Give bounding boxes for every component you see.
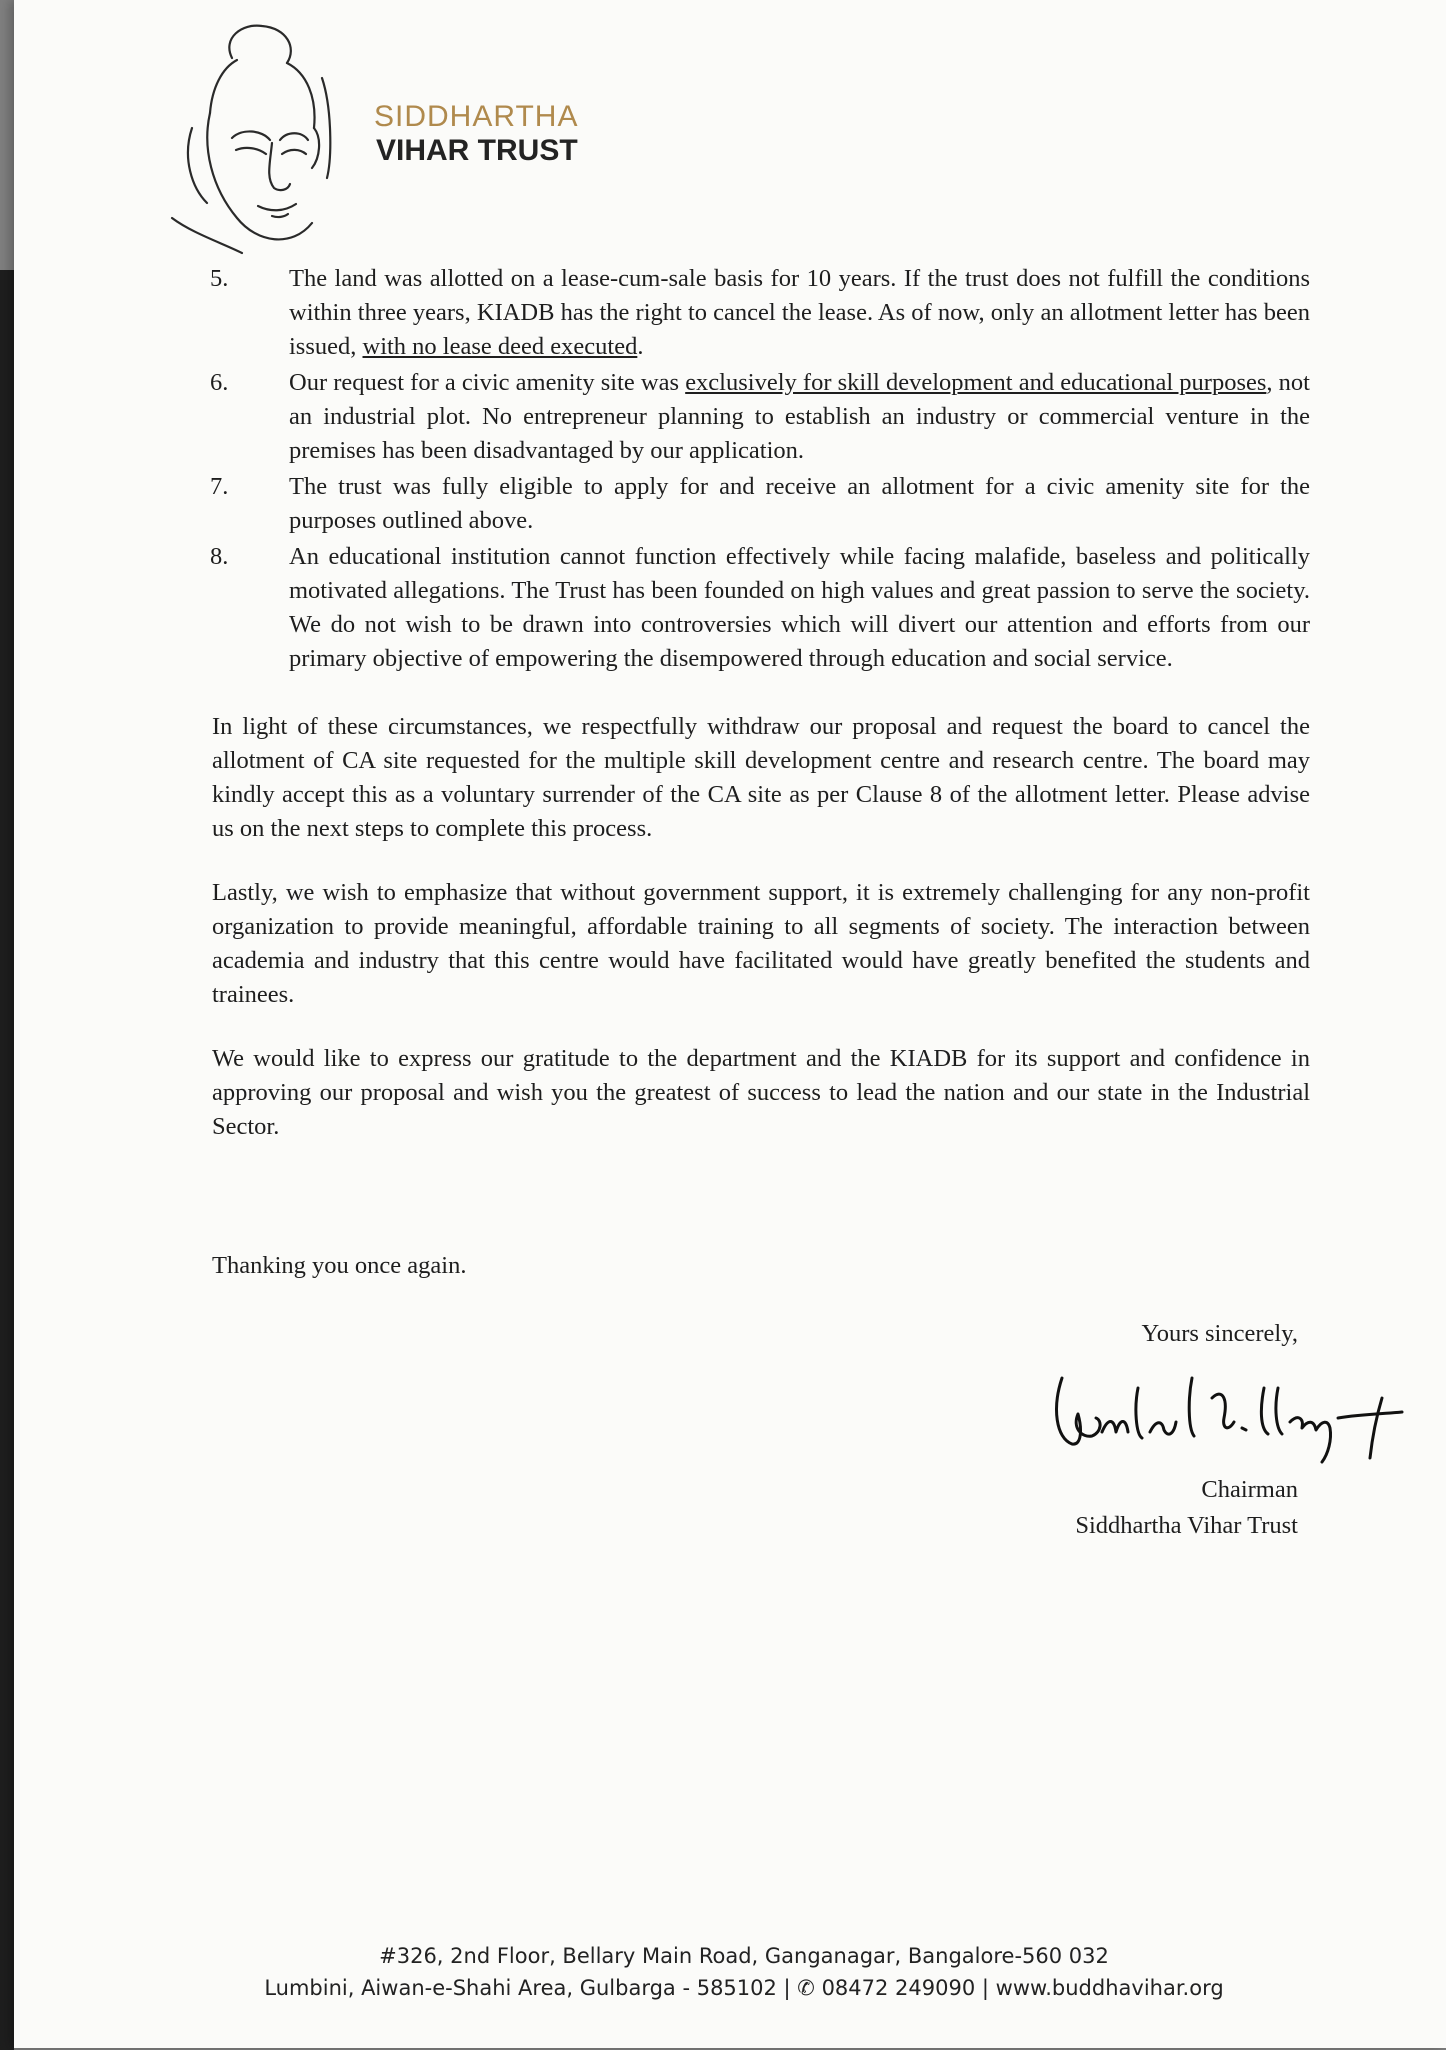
list-item-text: Our request for a civic amenity site was exclusively for skill development and educational purposes, not an industrial plot. No entrepreneur planning to establish an industry or commercial venture in the premises has been disadvantaged by our application. <box>289 369 1310 464</box>
list-item-number: 6. <box>210 369 229 396</box>
letter-body <box>210 262 1310 1144</box>
footer-address-line1: #326, 2nd Floor, Bellary Main Road, Ganganagar, Bangalore-560 032 <box>379 1944 1109 1968</box>
underlined-text: with no lease deed executed <box>362 333 638 360</box>
letter-page <box>14 0 1446 2048</box>
paragraph-withdrawal: In light of these circumstances, we respectfully withdraw our proposal and request the board to cancel the allotment of CA site requested for the multiple skill development centre and research centre. The board may kindly accept this as a voluntary surrender of the CA site as per Clause 8 of the allotment letter. Please advise us on the next steps to complete this process. <box>212 713 1310 842</box>
sign-off: Yours sincerely, <box>1141 1320 1298 1347</box>
list-item-text: The land was allotted on a lease-cum-sale basis for 10 years. If the trust does not fulfill the conditions within three years, KIADB has the right to cancel the lease. As of now, only an allotment letter has been issued, with no lease deed executed. <box>289 265 1310 360</box>
list-item-number: 8. <box>210 543 229 570</box>
page-edge-shadow <box>0 270 14 2050</box>
handwritten-signature <box>1042 1358 1412 1468</box>
list-item-number: 5. <box>210 265 229 292</box>
buddha-face-logo <box>162 18 362 268</box>
brand-name-line2: VIHAR TRUST <box>376 134 578 167</box>
list-item-number: 7. <box>210 473 229 500</box>
list-item <box>210 540 1310 676</box>
list-item-text: An educational institution cannot function effectively while facing malafide, baseless and politically motivated allegations. The Trust has been founded on high values and great passion to serve the society. We do not wish to be drawn into controversies which will divert our attention and efforts from our primary objective of empowering the disempowered through education and social service. <box>289 543 1310 672</box>
paragraph-gratitude: We would like to express our gratitude to the department and the KIADB for its support and confidence in approving our proposal and wish you the greatest of success to lead the nation and our state in the Industrial Sector. <box>212 1045 1310 1140</box>
list-item <box>210 470 1310 538</box>
signatory-title: Chairman <box>1201 1476 1298 1503</box>
paragraph-support: Lastly, we wish to emphasize that without government support, it is extremely challenging for any non-profit organization to provide meaningful, affordable training to all segments of society. The interaction between academia and industry that this centre would have facilitated would have greatly benefited the students and trainees. <box>212 879 1310 1008</box>
signatory-organization: Siddhartha Vihar Trust <box>1075 1512 1298 1539</box>
list-item-text: The trust was fully eligible to apply for and receive an allotment for a civic amenity site for the purposes outlined above. <box>289 473 1310 534</box>
list-item <box>210 262 1310 364</box>
list-item <box>210 366 1310 468</box>
brand-name-line1: SIDDHARTHA <box>374 100 579 133</box>
closing-thanks: Thanking you once again. <box>212 1252 467 1279</box>
underlined-text: exclusively for skill development and educational purposes <box>685 369 1267 396</box>
footer-address-line2: Lumbini, Aiwan-e-Shahi Area, Gulbarga - 585102 | ✆ 08472 249090 | www.buddhavihar.org <box>264 1976 1224 2000</box>
